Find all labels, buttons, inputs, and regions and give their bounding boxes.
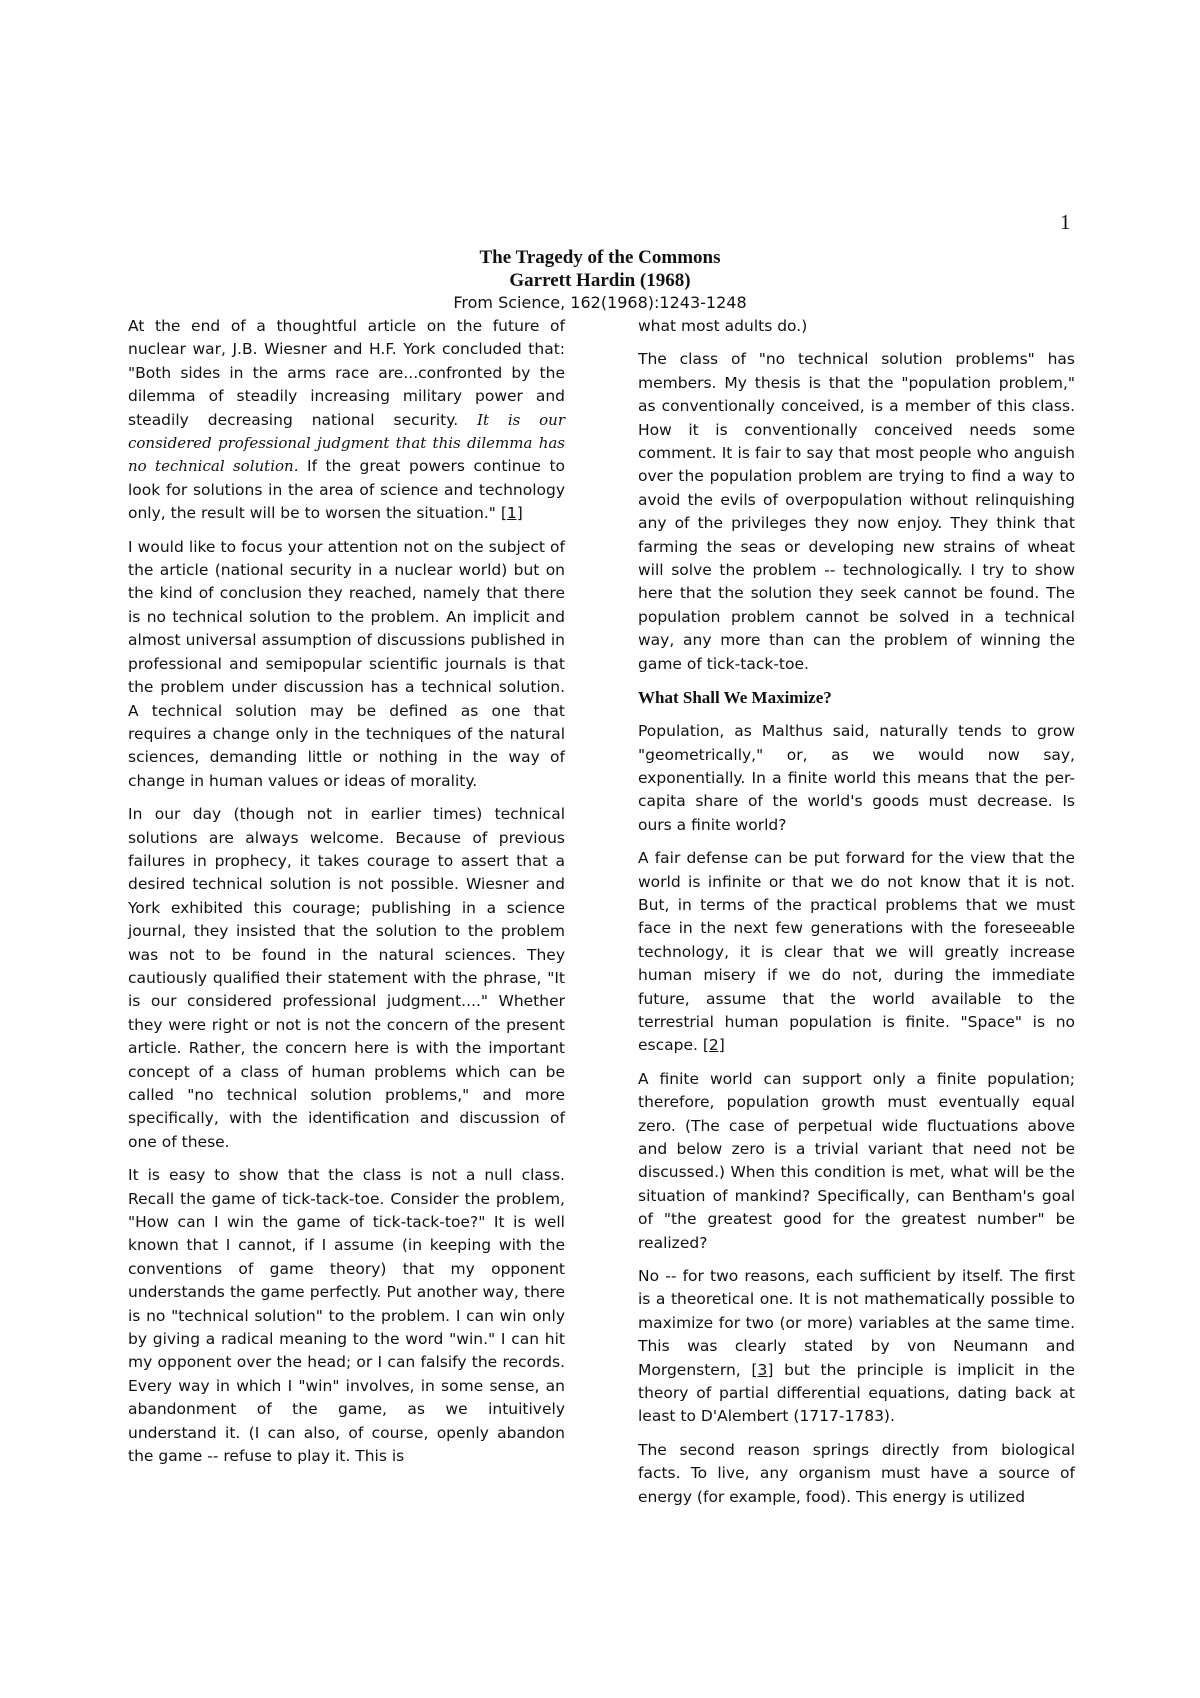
paragraph [128, 315, 565, 526]
paragraph-text: No -- for two reasons, each sufficient by itself. The first is a theoretical one. It is not mathematically possible to maximize for two (or more) variables at the same time. This was clearly stated by von Neumann and Morgenstern, [638, 1267, 1075, 1379]
article-author: Garrett Hardin (1968) [509, 270, 691, 291]
paragraph [638, 847, 1075, 1058]
paragraph: what most adults do.) [638, 317, 808, 335]
right-column [638, 315, 1075, 1519]
paragraph: I would like to focus your attention not on the subject of the article (national security in a nuclear world) but on the kind of conclusion they reached, namely that there is no technical solution to the problem. An implicit and almost universal assumption of discussions published in professional and semipopular scientific journals is that the problem under discussion has a technical solution. A technical solution may be defined as one that requires a change only in the techniques of the natural sciences, demanding little or nothing in the way of change in human values or ideas of morality. [128, 537, 565, 790]
article-header [0, 246, 1200, 314]
footnote-link[interactable]: [2] [702, 1036, 725, 1055]
paragraph-text: but the principle is implicit in the theory of partial differential equations, dating back at least to D'Alembert (1717-1783). [638, 1360, 1076, 1426]
italic-quote: It is our considered professional judgment that this dilemma has no technical solution. [128, 410, 565, 476]
footnote-link[interactable]: [3] [751, 1360, 774, 1379]
page-number: 1 [1060, 210, 1071, 234]
left-column [128, 315, 565, 1479]
paragraph: Population, as Malthus said, naturally tends to grow "geometrically," or, as we would now say, exponentially. In a finite world this means that the per-capita share of the world's goods must decrease. Is ours a finite world? [638, 722, 1075, 834]
paragraph-text: At the end of a thoughtful article on the future of nuclear war, J.B. Wiesner and H.F. York concluded that: "Both sides in the arms race are...confronted by the dilemma of steadily increasing military power and steadily decreasing national security. [128, 317, 565, 429]
paragraph: A finite world can support only a finite population; therefore, population growth must eventually equal zero. (The case of perpetual wide fluctuations above and below zero is a trivial variant that need not be discussed.) When this condition is met, what will be the situation of mankind? Specifically, can Bentham's goal of "the greatest good for the greatest number" be realized? [638, 1069, 1075, 1252]
paragraph-text: If the great powers continue to look for solutions in the area of science and technology only, the result will be to worsen the situation." [128, 457, 566, 523]
paragraph-text: A fair defense can be put forward for the view that the world is infinite or that we do not know that it is not. But, in terms of the practical problems that we must face in the next few generations with the foreseeable technology, it is clear that we will greatly increase human misery if we do not, during the immediate future, assume that the world available to the terrestrial human population is finite. "Space" is no escape. [638, 849, 1075, 1055]
paragraph: In our day (though not in earlier times) technical solutions are always welcome. Because of previous failures in prophecy, it takes courage to assert that a desired technical solution is not possible. Wiesner and York exhibited this courage; publishing in a science journal, they insisted that the solution to the problem was not to be found in the natural sciences. They cautiously qualified their statement with the phrase, "It is our considered professional judgment...." Whether they were right or not is not the concern of the present article. Rather, the concern here is with the important concept of a class of human problems which can be called "no technical solution problems," and more specifically, with the identification and discussion of one of these. [128, 805, 565, 1151]
paragraph: The class of "no technical solution problems" has members. My thesis is that the "population problem," as conventionally conceived, is a member of this class. How it is conventionally conceived needs some comment. It is fair to say that most people who anguish over the population problem are trying to find a way to avoid the evils of overpopulation without relinquishing any of the privileges they now enjoy. They think that farming the seas or developing new strains of wheat will solve the problem -- technologically. I try to show here that the solution they seek cannot be found. The population problem cannot be solved in a technical way, any more than can the problem of winning the game of tick-tack-toe. [638, 350, 1075, 673]
paragraph: It is easy to show that the class is not a null class. Recall the game of tick-tack-toe. Consider the problem, "How can I win the game of tick-tack-toe?" It is well known that I cannot, if I assume (in keeping with the conventions of game theory) that my opponent understands the game perfectly. Put another way, there is no "technical solution" to the problem. I can win only by giving a radical meaning to the word "win." I can hit my opponent over the head; or I can falsify the records. Every way in which I "win" involves, in some sense, an abandonment of the game, as we intuitively understand it. (I can also, of course, openly abandon the game -- refuse to play it. This is [128, 1166, 565, 1466]
section-heading: What Shall We Maximize? [638, 688, 832, 708]
article-source: From Science, 162(1968):1243-1248 [453, 293, 747, 312]
paragraph: The second reason springs directly from biological facts. To live, any organism must have a source of energy (for example, food). This energy is utilized [638, 1440, 1075, 1506]
footnote-link[interactable]: [1] [500, 504, 523, 523]
paragraph [638, 1265, 1075, 1429]
article-title: The Tragedy of the Commons [479, 247, 721, 268]
